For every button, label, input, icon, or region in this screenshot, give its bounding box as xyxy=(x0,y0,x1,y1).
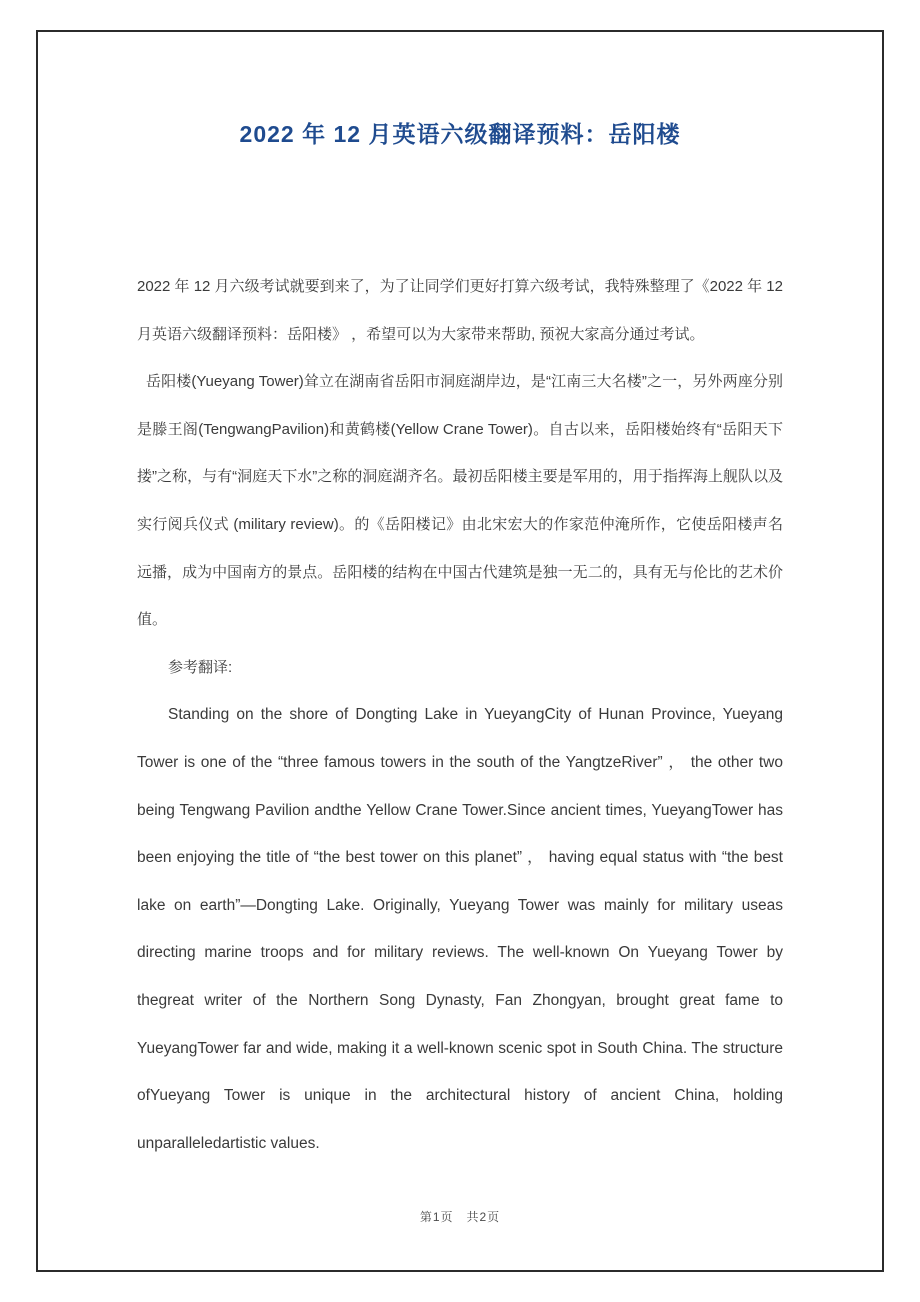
document-body xyxy=(137,263,783,1167)
paragraph-reference-label: 参考翻译: xyxy=(168,658,233,676)
paragraph-english-translation: Standing on the shore of Dongting Lake in YueyangCity of Hunan Province, Yueyang Tower is one of the “three famous towers in the south of the YangtzeRiver” ， the other two being Tengwang Pavilion andthe Yellow Crane Tower.Since ancient times, YueyangTower has been enjoying the title of “the best tower on this planet” ， having equal status with “the best lake on earth”—Dongting Lake. Originally, Yueyang Tower was mainly for military useas directing marine troops and for military reviews. The well-known On Yueyang Tower by thegreat writer of the Northern Song Dynasty, Fan Zhongyan, brought great fame to YueyangTower far and wide, making it a well-known scenic spot in South China. The structure ofYueyang Tower is unique in the architectural history of ancient China, holding unparalleledartistic values. xyxy=(137,706,783,1152)
page-footer xyxy=(0,1208,920,1225)
document-title: 2022 年 12 月英语六级翻译预料：岳阳楼 xyxy=(239,121,681,147)
paragraph-chinese-body: 岳阳楼(Yueyang Tower)耸立在湖南省岳阳市洞庭湖岸边，是“江南三大名楼”之一，另外两座分别是滕王阁(TengwangPavilion)和黄鹤楼(Yellow Crane Tower)。自古以来，岳阳楼始终有“岳阳天下搂”之称，与有“洞庭天下水”之称的洞庭湖齐名。最初岳阳楼主要是军用的，用于指挥海上舰队以及实行阅兵仪式 (military review)。的《岳阳楼记》由北宋宏大的作家范仲淹所作，它使岳阳楼声名远播，成为中国南方的景点。岳阳楼的结构在中国古代建筑是独一无二的，具有无与伦比的艺术价值。 xyxy=(137,373,783,629)
page-number: 第1页 共2页 xyxy=(419,1210,501,1224)
document-content xyxy=(137,0,783,1167)
paragraph-intro: 2022 年 12 月六级考试就要到来了，为了让同学们更好打算六级考试，我特殊整理了《2022 年 12 月英语六级翻译预料：岳阳楼》 ，希望可以为大家带来帮助, 预祝大家高分通过考试。 xyxy=(137,278,783,343)
